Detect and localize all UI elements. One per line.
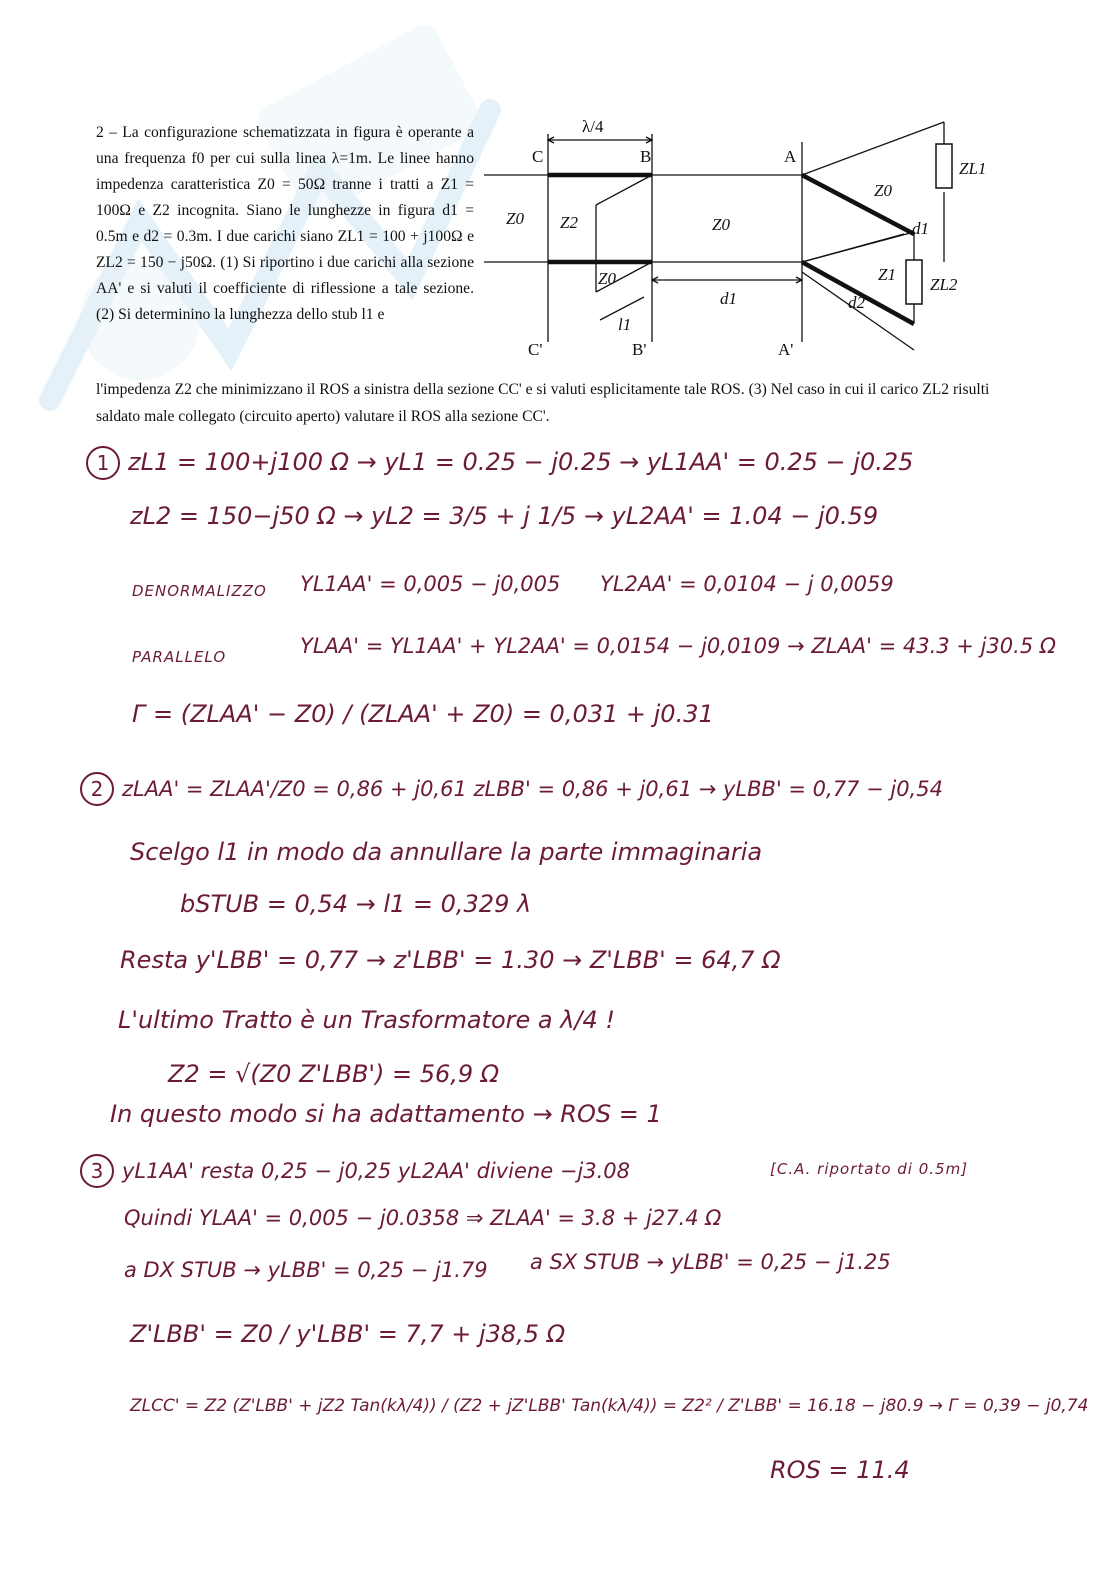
part-1-marker: 1 bbox=[86, 446, 120, 480]
part-3-line-1 bbox=[80, 1154, 630, 1188]
label-z2: Z2 bbox=[560, 213, 578, 232]
label-z0-stub: Z0 bbox=[598, 269, 616, 288]
problem-statement-tail bbox=[96, 376, 1016, 430]
text: zLAA' = ZLAA'/Z0 = 0,86 + j0,61 zLBB' = 0,86 + j0,61 → yLBB' = 0,77 − j0,54 bbox=[122, 777, 943, 801]
lambda-label: λ/4 bbox=[582, 117, 604, 136]
z1-upper-thick bbox=[802, 175, 914, 234]
ros-result: ROS = 11.4 bbox=[770, 1456, 910, 1484]
part-2-line-3: bSTUB = 0,54 → l1 = 0,329 λ bbox=[180, 890, 532, 918]
part-3-marker: 3 bbox=[80, 1154, 114, 1188]
label-d2: d2 bbox=[848, 293, 865, 312]
label-c: C bbox=[532, 147, 544, 166]
part-2-line-4: Resta y'LBB' = 0,77 → z'LBB' = 1.30 → Z'LBB' = 64,7 Ω bbox=[120, 946, 781, 974]
label-z0-left: Z0 bbox=[506, 209, 524, 228]
label-d1: d1 bbox=[720, 289, 737, 308]
part-2-line-2: Scelgo l1 in modo da annullare la parte immaginaria bbox=[130, 838, 763, 866]
text: zL1 = 100+j100 Ω → yL1 = 0.25 − j0.25 → yL1AA' = 0.25 − j0.25 bbox=[128, 448, 914, 476]
label-zl2: ZL2 bbox=[930, 275, 958, 294]
part-1-line-4: YLAA' = YL1AA' + YL2AA' = 0,0154 − j0,0109 → ZLAA' = 43.3 + j30.5 Ω bbox=[300, 634, 1056, 658]
part-1-line-1 bbox=[86, 446, 913, 480]
part-1-line-3b: YL2AA' = 0,0104 − j 0,0059 bbox=[600, 572, 894, 596]
problem-text: 2 – La configurazione schematizzata in figura è operante a una frequenza f0 per cui sulla linea λ=1m. Le linee hanno impedenza caratteristica Z0 = 50Ω tranne i tratti a Z1 = 100Ω e Z2 incognita. Siano le lunghezze in figura d1 = 0.5m e d2 = 0.3m. I due carichi siano ZL1 = 100 + j100Ω e ZL2 = 150 − j50Ω. (1) Si riportino i due carichi alla sezione AA' e si valuti il coefficiente di riflessione a tale sezione. (2) Si determinino la lunghezza dello stub l1 e bbox=[96, 124, 474, 323]
part-2-marker: 2 bbox=[80, 772, 114, 806]
part-3-line-2: Quindi YLAA' = 0,005 − j0.0358 ⇒ ZLAA' = 3.8 + j27.4 Ω bbox=[124, 1206, 722, 1230]
label-a: A bbox=[784, 147, 797, 166]
label-b-prime: B' bbox=[632, 340, 647, 359]
label-zl1: ZL1 bbox=[959, 159, 987, 178]
denormalizzo-label: DENORMALIZZO bbox=[132, 582, 267, 600]
part-1-line-3a: YL1AA' = 0,005 − j0,005 bbox=[300, 572, 561, 596]
problem-statement bbox=[96, 120, 474, 328]
part-2-line-7: In questo modo si ha adattamento → ROS = 1 bbox=[110, 1100, 662, 1128]
load-zl1 bbox=[936, 144, 952, 188]
part-3-line-3a: a DX STUB → yLBB' = 0,25 − j1.79 bbox=[124, 1258, 488, 1282]
part-2-line-6: Z2 = √(Z0 Z'LBB') = 56,9 Ω bbox=[168, 1060, 500, 1088]
circuit-diagram bbox=[484, 112, 1004, 382]
load-zl2 bbox=[906, 260, 922, 304]
parallelo-label: PARALLELO bbox=[132, 648, 227, 666]
part-3-line-4: Z'LBB' = Z0 / y'LBB' = 7,7 + j38,5 Ω bbox=[130, 1320, 566, 1348]
problem-text-tail: l'impedenza Z2 che minimizzano il ROS a sinistra della sezione CC' e si valuti esplicitamente tale ROS. (3) Nel caso in cui il carico ZL2 risulti saldato male collegato (circuito aperto) valutare il ROS alla sezione CC'. bbox=[96, 381, 990, 425]
gamma-line: Γ = (ZLAA' − Z0) / (ZLAA' + Z0) = 0,031 + j0.31 bbox=[132, 700, 714, 728]
label-b: B bbox=[640, 147, 652, 166]
label-c-prime: C' bbox=[528, 340, 543, 359]
label-l1: l1 bbox=[618, 315, 632, 334]
part-1-line-2: zL2 = 150−j50 Ω → yL2 = 3/5 + j 1/5 → yL2AA' = 1.04 − j0.59 bbox=[130, 502, 879, 530]
label-d1-upper: d1 bbox=[912, 219, 929, 238]
part-3-line-5: ZLCC' = Z2 (Z'LBB' + jZ2 Tan(kλ/4)) / (Z2 + jZ'LBB' Tan(kλ/4)) = Z2² / Z'LBB' = 16.18 − j80.9 → Γ = 0,39 − j0,74 bbox=[130, 1396, 1089, 1416]
part-3-note: [C.A. riportato di 0.5m] bbox=[770, 1160, 969, 1178]
text: yL1AA' resta 0,25 − j0,25 yL2AA' diviene −j3.08 bbox=[122, 1159, 631, 1183]
part-2-line-1 bbox=[80, 772, 943, 806]
label-z0-branch: Z0 bbox=[874, 181, 892, 200]
label-z0-mid: Z0 bbox=[712, 215, 730, 234]
part-3-line-3b: a SX STUB → yLBB' = 0,25 − j1.25 bbox=[530, 1250, 891, 1274]
label-a-prime: A' bbox=[778, 340, 794, 359]
label-z1: Z1 bbox=[878, 265, 896, 284]
part-2-line-5: L'ultimo Tratto è un Trasformatore a λ/4 ! bbox=[118, 1006, 616, 1034]
